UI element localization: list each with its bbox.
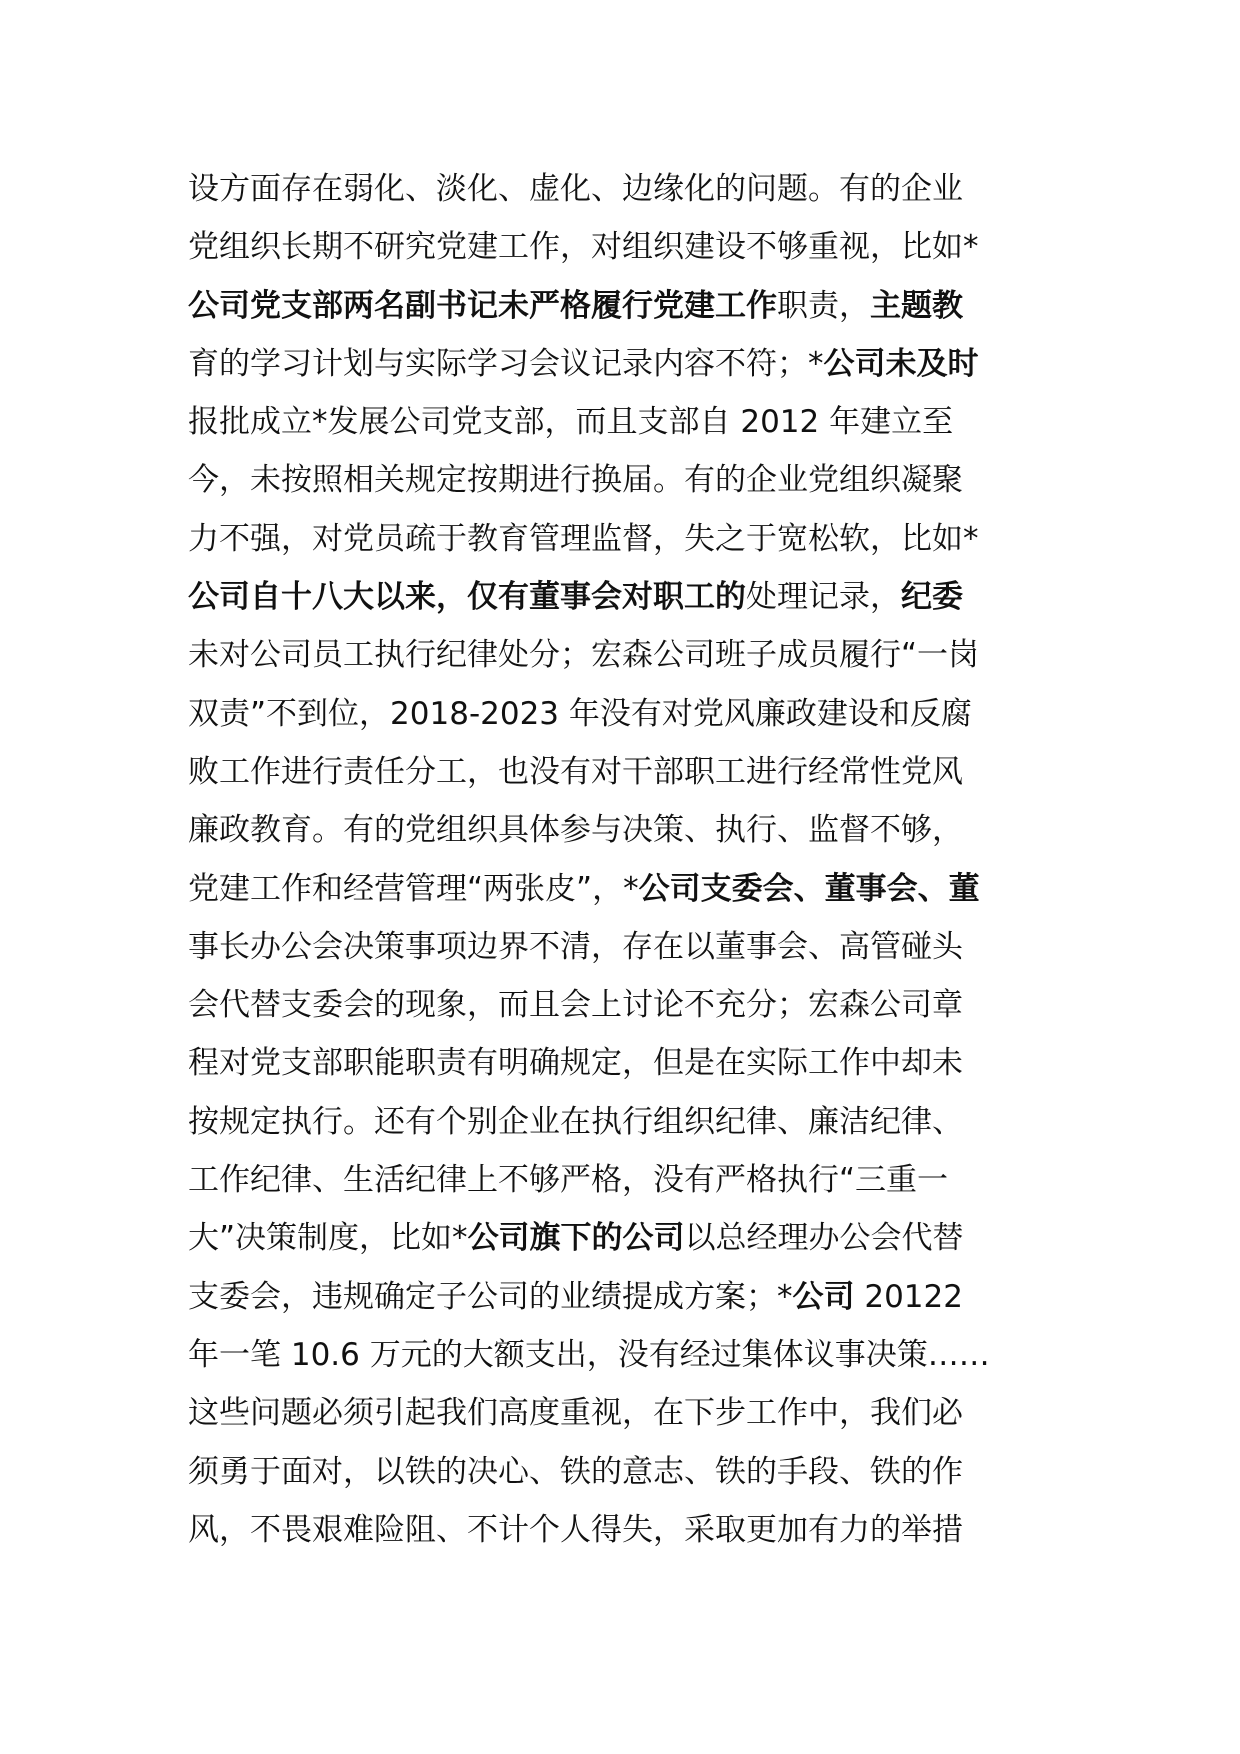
text-line [188, 1326, 1068, 1384]
text-run: 年一笔 10.6 万元的大额支出，没有经过集体议事决策…… [188, 1336, 990, 1373]
bold-text-run: 公司未及时 [823, 345, 979, 382]
body-text [188, 160, 1068, 1559]
text-run: 报批成立*发展公司党支部，而且支部自 2012 年建立至 [188, 404, 954, 441]
text-run: 工作纪律、生活纪律上不够严格，没有严格执行“三重一 [188, 1162, 949, 1199]
text-run: 支委会，违规确定子公司的业绩提成方案；* [188, 1278, 793, 1315]
text-run: 双责”不到位，2018-2023 年没有对党风廉政建设和反腐 [188, 695, 972, 732]
text-run: 未对公司员工执行纪律处分；宏森公司班子成员履行“一岗 [188, 637, 980, 674]
bold-text-run: 公司党支部两名副书记未严格履行党建工作 [188, 287, 777, 324]
text-run: 育的学习计划与实际学习会议记录内容不符；* [188, 345, 824, 382]
text-line [188, 801, 1068, 859]
text-line [188, 860, 1068, 918]
text-line [188, 1151, 1068, 1209]
text-run: 今，未按照相关规定按期进行换届。有的企业党组织凝聚 [188, 462, 963, 499]
text-line [188, 626, 1068, 684]
text-line [188, 277, 1068, 335]
text-run: 会代替支委会的现象，而且会上讨论不充分；宏森公司章 [188, 987, 963, 1024]
text-run: 事长办公会决策事项边界不清，存在以董事会、高管碰头 [188, 928, 963, 965]
text-run: 按规定执行。还有个别企业在执行组织纪律、廉洁纪律、 [188, 1103, 963, 1140]
text-run: 20122 [854, 1278, 963, 1315]
text-line [188, 976, 1068, 1034]
text-line [188, 451, 1068, 509]
bold-text-run: 仅有董事会对职工的 [467, 579, 746, 616]
text-line [188, 743, 1068, 801]
bold-text-run: 公司 [792, 1278, 855, 1315]
text-line [188, 335, 1068, 393]
text-line [188, 1384, 1068, 1442]
text-line [188, 393, 1068, 451]
text-line [188, 685, 1068, 743]
bold-text-run: 公司自十八大以来， [188, 579, 467, 616]
text-line [188, 568, 1068, 626]
text-line [188, 1443, 1068, 1501]
text-run: 党组织长期不研究党建工作，对组织建设不够重视，比如* [188, 229, 979, 266]
text-line [188, 918, 1068, 976]
bold-text-run: 纪委 [901, 579, 963, 616]
text-line [188, 510, 1068, 568]
bold-text-run: 公司支委会、董事会、董 [638, 870, 980, 907]
text-run: 职责， [777, 287, 870, 324]
text-run: 风，不畏艰难险阻、不计个人得失，采取更加有力的举措 [188, 1511, 963, 1548]
text-line [188, 1034, 1068, 1092]
text-run: 力不强，对党员疏于教育管理监督，失之于宽松软，比如* [188, 520, 979, 557]
text-run: 以总经理办公会代替 [684, 1220, 964, 1257]
text-line [188, 1093, 1068, 1151]
text-line [188, 1209, 1068, 1267]
text-line [188, 1501, 1068, 1559]
text-run: 败工作进行责任分工，也没有对干部职工进行经常性党风 [188, 753, 963, 790]
text-run: 设方面存在弱化、淡化、虚化、边缘化的问题。有的企业 [188, 171, 963, 207]
text-run: 廉政教育。有的党组织具体参与决策、执行、监督不够， [188, 812, 963, 849]
text-run: 这些问题必须引起我们高度重视，在下步工作中，我们必 [188, 1395, 963, 1432]
text-run: 程对党支部职能职责有明确规定，但是在实际工作中却未 [188, 1045, 963, 1082]
bold-text-run: 主题教 [870, 287, 963, 324]
text-run: 须勇于面对，以铁的决心、铁的意志、铁的手段、铁的作 [188, 1453, 963, 1490]
text-run: 党建工作和经营管理“两张皮”，* [188, 870, 639, 907]
bold-text-run: 公司旗下的公司 [467, 1220, 685, 1257]
text-line [188, 160, 1068, 218]
text-run: 处理记录， [746, 579, 901, 616]
text-line [188, 218, 1068, 276]
text-run: 大”决策制度，比如* [188, 1220, 468, 1257]
text-line [188, 1268, 1068, 1326]
